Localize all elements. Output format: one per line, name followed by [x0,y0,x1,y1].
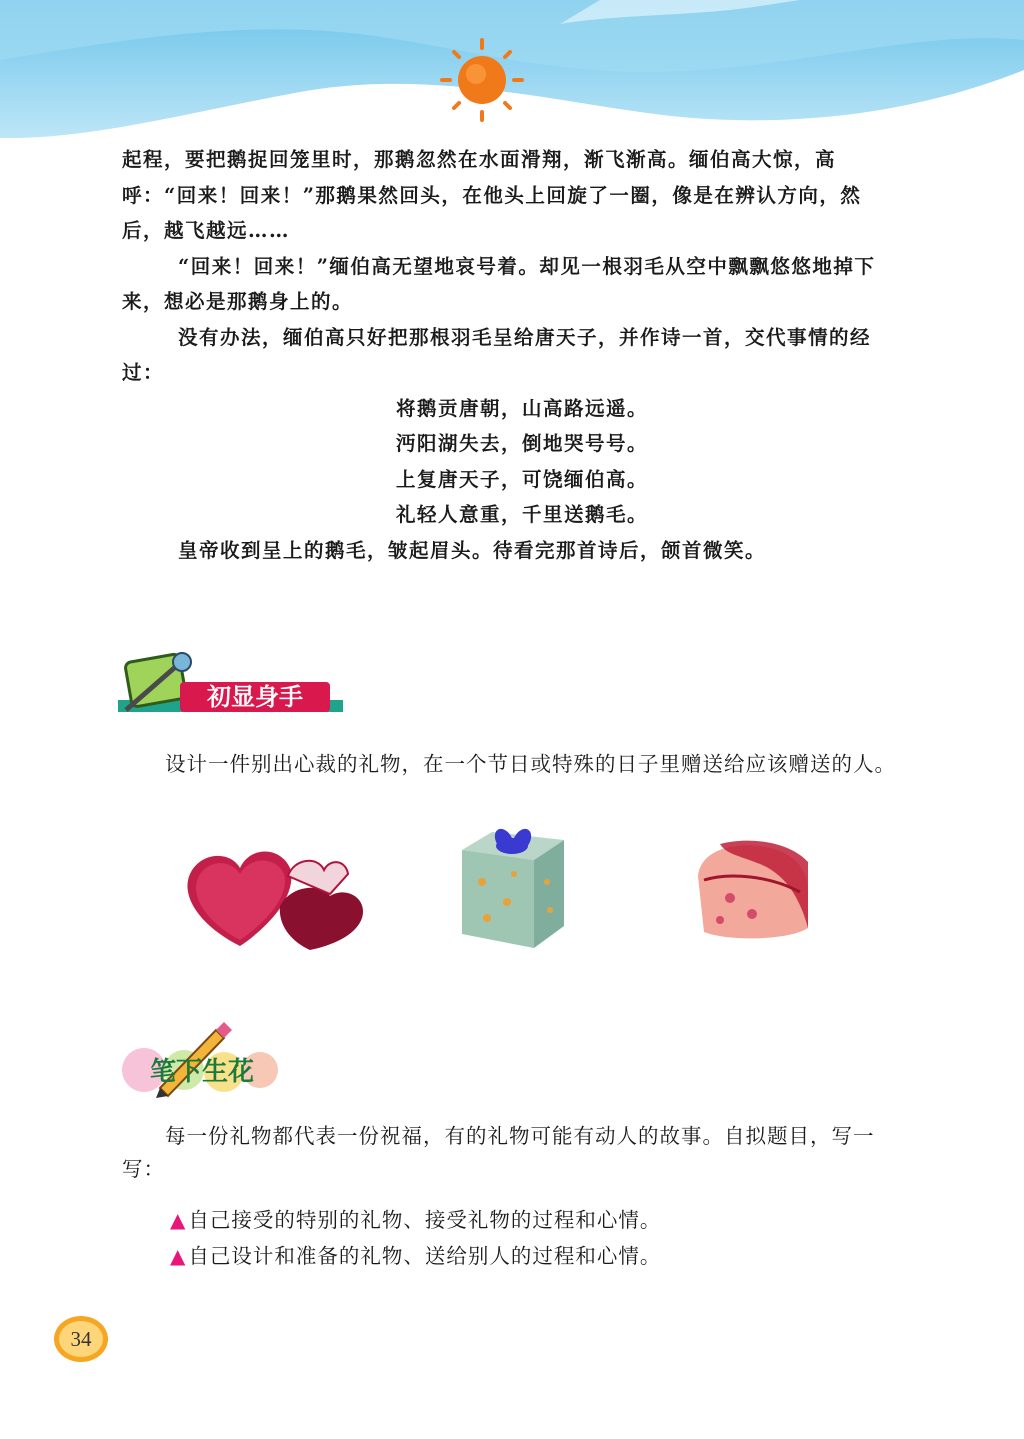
poem-line-3: 上复唐天子，可饶缅伯高。 [396,467,649,491]
page-number: 34 [70,1327,92,1351]
task-instruction-text: 设计一件别出心裁的礼物，在一个节日或特殊的日子里赠送给应该赠送的人。 [165,752,896,776]
story-paragraph-2: “回来！回来！”缅伯高无望地哀号着。却见一根羽毛从空中飘飘悠悠地掉下来，想必是那鹅身上的。 [122,254,876,313]
task-instruction [122,748,900,781]
writing-instruction [122,1120,900,1186]
try-it-badge [118,648,343,728]
writing-badge [120,1018,280,1098]
page-number-badge [53,1314,109,1364]
poem-line-4: 礼轻人意重，千里送鹅毛。 [396,503,649,526]
sun-icon [440,38,524,122]
list-item [170,1238,661,1274]
story-text [122,142,900,568]
writing-instruction-text: 每一份礼物都代表一份祝福，有的礼物可能有动人的故事。自拟题目，写一写： [122,1124,875,1181]
pouch-gift-box-image [690,836,820,946]
triangle-bullet-icon: ▲ [170,1208,187,1232]
square-gift-box-image [452,822,572,952]
writing-prompt-list [170,1202,661,1274]
try-it-badge-label: 初显身手 [207,683,303,711]
list-item [170,1202,661,1238]
writing-badge-label: 笔下生花 [149,1057,255,1087]
poem-line-1: 将鹅贡唐朝，山高路远遥。 [396,396,649,420]
poem-line-2: 沔阳湖失去，倒地哭号号。 [396,432,649,455]
list-item-text: 自己设计和准备的礼物、送给别人的过程和心情。 [188,1244,662,1268]
story-paragraph-1: 起程，要把鹅捉回笼里时，那鹅忽然在水面滑翔，渐飞渐高。缅伯高大惊，高呼：“回来！回来！”那鹅果然回头，在他头上回旋了一圈，像是在辨认方向，然后，越飞越远…… [122,148,862,242]
list-item-text: 自己接受的特别的礼物、接受礼物的过程和心情。 [188,1208,662,1232]
story-paragraph-3: 没有办法，缅伯高只好把那根羽毛呈给唐天子，并作诗一首，交代事情的经过： [122,325,872,384]
triangle-bullet-icon: ▲ [170,1244,187,1268]
story-paragraph-4: 皇帝收到呈上的鹅毛，皱起眉头。待看完那首诗后，颌首微笑。 [178,538,767,562]
heart-gift-box-image [180,836,370,956]
